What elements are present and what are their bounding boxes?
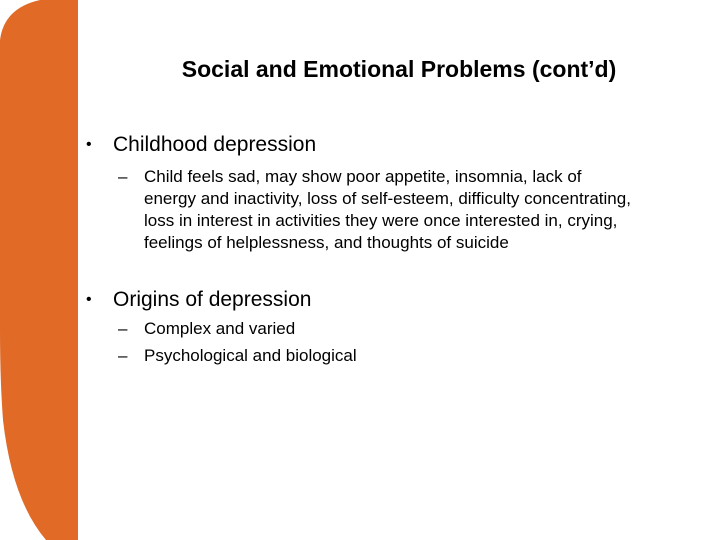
- bullet-origins-of-depression: [86, 285, 718, 315]
- slide-content: [86, 130, 718, 367]
- subitem-symptoms: [86, 166, 718, 254]
- bullet-dot: •: [86, 136, 92, 153]
- bullet-group-childhood-depression: [86, 130, 718, 254]
- subitem-line: energy and inactivity, loss of self-esteem, difficulty concentrating,: [144, 189, 631, 208]
- bullet-group-origins: [86, 285, 718, 367]
- sub-dash: –: [118, 167, 128, 186]
- bullet-childhood-depression: [86, 130, 718, 160]
- subitem-text: Complex and varied: [144, 319, 296, 338]
- subitem-psychological-and-biological: [86, 345, 718, 367]
- slide-title: Social and Emotional Problems (cont’d): [181, 56, 617, 82]
- subitem-line: loss in interest in activities they were once interested in, crying,: [144, 211, 618, 230]
- bullet-text: Origins of depression: [113, 288, 312, 311]
- bullet-dot: •: [86, 291, 92, 308]
- subitem-line: Child feels sad, may show poor appetite, insomnia, lack of: [144, 167, 582, 186]
- accent-bar-shape: [0, 0, 78, 540]
- sub-dash: –: [118, 319, 128, 338]
- sub-dash: –: [118, 346, 128, 365]
- bullet-text: Childhood depression: [113, 133, 317, 156]
- subitem-complex-and-varied: [86, 318, 718, 340]
- accent-bar: [0, 0, 78, 540]
- subitem-text: Psychological and biological: [144, 346, 357, 365]
- subitem-line: feelings of helplessness, and thoughts of suicide: [144, 233, 509, 252]
